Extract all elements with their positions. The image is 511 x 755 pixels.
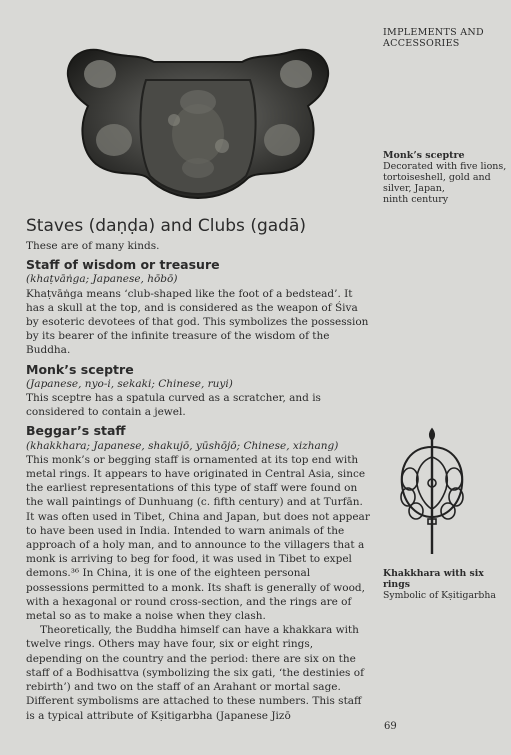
sceptre-caption <box>383 150 508 205</box>
sceptre-caption-line: silver, Japan, <box>383 183 445 194</box>
sceptre-caption-line: tortoiseshell, gold and <box>383 172 491 183</box>
sceptre-caption-title: Monk’s sceptre <box>383 150 465 161</box>
intro-paragraph: These are of many kinds. <box>26 240 160 252</box>
monks-sceptre-names: (Japanese, nyo-i, sekaki; Chinese, ruyi) <box>26 377 233 390</box>
sceptre-caption-line: Decorated with five lions, <box>383 161 507 172</box>
sceptre-caption-line: ninth century <box>383 194 449 205</box>
khakkhara-caption-line: Symbolic of Kṣitigarbha <box>383 590 496 601</box>
header-line-2: ACCESSORIES <box>383 38 460 49</box>
running-header <box>383 27 503 49</box>
page-number: 69 <box>384 721 397 732</box>
section-title: Staves (daṇḍa) and Clubs (gadā) <box>26 216 307 236</box>
sceptre-photo <box>62 44 334 200</box>
staff-of-wisdom-names: (khaṭvāṅga; Japanese, hōbō) <box>26 273 178 286</box>
monks-sceptre-body: This sceptre has a spatula curved as a scratcher, and is considered to contain a jewel. <box>26 392 321 419</box>
beggars-staff-heading: Beggar’s staff <box>26 423 126 439</box>
khakkhara-caption <box>383 568 505 601</box>
beggars-staff-names: (khakkhara; Japanese, shakujō, yūshōjō; Chinese, xizhang) <box>26 439 339 452</box>
beggars-staff-body-2: Theoretically, the Buddha himself can have a khakkara with twelve rings. Others may have four, six or eight rings, depending on the country and the period: there are six on the staff of a Bodhisattva (symbolizing the six gati, ‘the destinies of rebirth’) and two on the staff of an Arahant or mortal sage. Different symbolisms are attached to these numbers. This staff is a typical attribute of Kṣitigarbha (Japanese Jizō <box>26 624 364 722</box>
main-text <box>26 239 370 723</box>
khakkhara-drawing <box>396 427 468 554</box>
beggars-staff-body-1: This monk’s or begging staff is ornamented at its top end with metal rings. It appears to have originated in Central Asia, since the earliest representations of this type of staff were found on the wall paintings of Dunhuang (c. fifth century) and at Turfān. It was often used in Tibet, China and Japan, but does not appear to have been used in India. Intended to warn animals of the approach of a holy man, and to announce to the villagers that a monk is arriving to beg for food, it was used in Tibet to expel demons.³⁶ In China, it is one of the eighteen personal possessions permitted to a monk. Its shaft is generally of wood, with a hexagonal or round cross-section, and the rings are of metal so as to make a noise when they clash. <box>26 453 370 623</box>
staff-of-wisdom-body: Khaṭvāṅga means ‘club-shaped like the foot of a bedstead’. It has a skull at the top, and is considered as the weapon of Śiva by esoteric devotees of that god. This symbolizes the possession by its bearer of the infinite treasure of the wisdom of the Buddha. <box>26 287 369 357</box>
monks-sceptre-heading: Monk’s sceptre <box>26 361 134 377</box>
khakkhara-caption-title: Khakkhara with six rings <box>383 568 484 590</box>
staff-of-wisdom-heading: Staff of wisdom or treasure <box>26 257 220 273</box>
header-line-1: IMPLEMENTS AND <box>383 27 484 38</box>
